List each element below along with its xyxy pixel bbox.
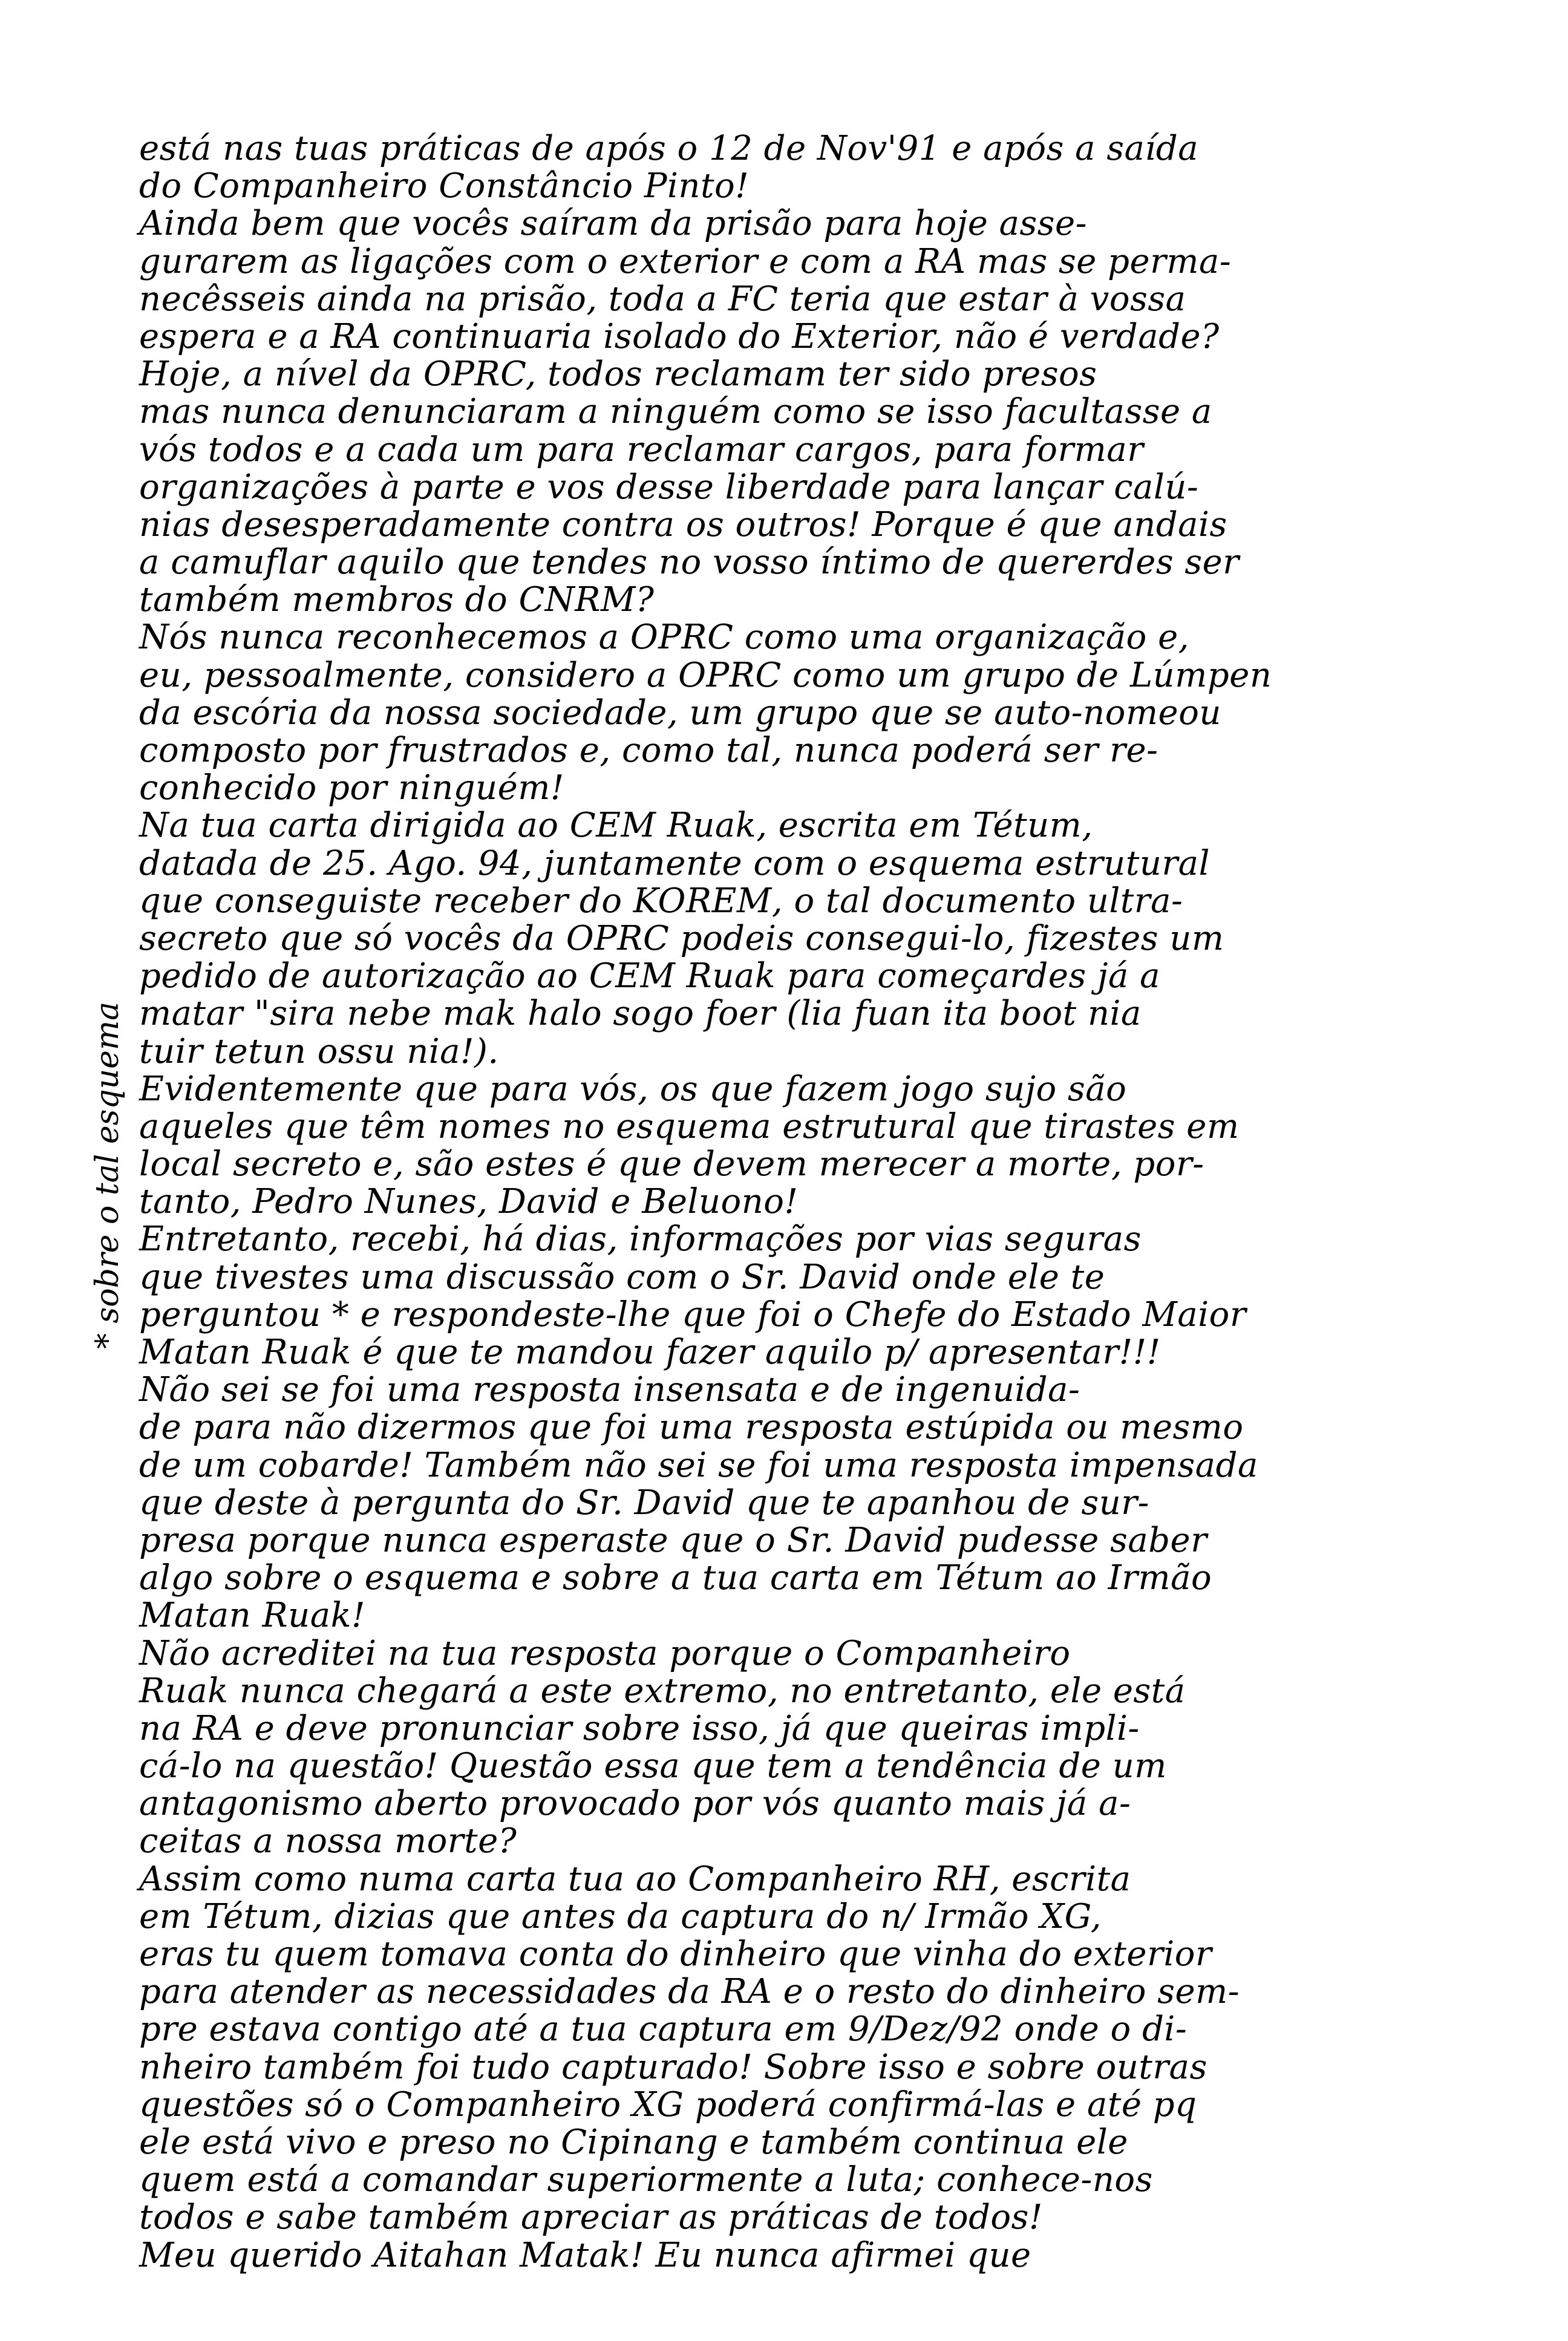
handwritten-line: pre estava contigo até a tua captura em 9/Dez/92 onde o di- xyxy=(139,2010,1187,2049)
handwritten-line: quem está a comandar superiormente a luta; conhece-nos xyxy=(139,2160,1153,2200)
handwritten-line: que conseguiste receber do KOREM, o tal documento ultra- xyxy=(139,881,1183,921)
handwritten-line: que tivestes uma discussão com o Sr. David onde ele te xyxy=(139,1257,1105,1297)
handwritten-line: antagonismo aberto provocado por vós quanto mais já a- xyxy=(139,1784,1131,1824)
handwritten-line: espera e a RA continuaria isolado do Exterior, não é verdade? xyxy=(139,316,1220,356)
handwritten-line: Ruak nunca chegará a este extremo, no entretanto, ele está xyxy=(139,1671,1186,1711)
handwritten-line: ceitas a nossa morte? xyxy=(139,1821,517,1861)
handwritten-line: a camuflar aquilo que tendes no vosso íntimo de quererdes ser xyxy=(139,543,1240,583)
handwritten-line: da escória da nossa sociedade, um grupo que se auto-nomeou xyxy=(139,693,1221,733)
letter-body xyxy=(139,130,1446,2274)
handwritten-line: questões só o Companheiro XG poderá confirmá-las e até pq xyxy=(139,2085,1197,2124)
handwritten-line: nheiro também foi tudo capturado! Sobre isso e sobre outras xyxy=(139,2047,1207,2087)
handwritten-line: para atender as necessidades da RA e o resto do dinheiro sem- xyxy=(139,1972,1240,2012)
handwritten-line: vós todos e a cada um para reclamar cargos, para formar xyxy=(139,429,1144,469)
handwritten-line: Meu querido Aitahan Matak! Eu nunca afirmei que xyxy=(139,2235,1031,2275)
handwritten-line: Ainda bem que vocês saíram da prisão para hoje asse- xyxy=(139,204,1088,244)
handwritten-line: que deste à pergunta do Sr. David que te apanhou de sur- xyxy=(139,1483,1149,1523)
handwritten-line: datada de 25. Ago. 94, juntamente com o esquema estrutural xyxy=(139,843,1210,883)
handwritten-line: pedido de autorização ao CEM Ruak para começardes já a xyxy=(139,956,1161,996)
handwritten-line: Não acreditei na tua resposta porque o Companheiro xyxy=(139,1633,1071,1673)
handwritten-line: de para não dizermos que foi uma resposta estúpida ou mesmo xyxy=(139,1408,1244,1448)
handwritten-line: matar "sira nebe mak halo sogo foer (lia fuan ita boot nia xyxy=(139,994,1142,1034)
handwritten-line: de um cobarde! Também não sei se foi uma resposta impensada xyxy=(139,1445,1258,1485)
handwritten-line: perguntou * e respondeste-lhe que foi o Chefe do Estado Maior xyxy=(139,1295,1247,1334)
handwritten-line: Matan Ruak! xyxy=(139,1596,366,1636)
handwritten-line: também membros do CNRM? xyxy=(139,580,655,620)
handwritten-line: eras tu quem tomava conta do dinheiro que vinha do exterior xyxy=(139,1935,1212,1974)
handwritten-line: composto por frustrados e, como tal, nunca poderá ser re- xyxy=(139,731,1158,770)
handwritten-line: Hoje, a nível da OPRC, todos reclamam ter sido presos xyxy=(139,354,1097,394)
handwritten-line: local secreto e, são estes é que devem merecer a morte, por- xyxy=(139,1144,1204,1184)
handwritten-line: Assim como numa carta tua ao Companheiro RH, escrita xyxy=(139,1859,1131,1899)
handwritten-line: tuir tetun ossu nia!). xyxy=(139,1031,499,1071)
handwritten-line: Nós nunca reconhecemos a OPRC como uma organização e, xyxy=(139,618,1190,658)
handwritten-line: organizações à parte e vos desse liberdade para lançar calú- xyxy=(139,467,1199,507)
handwritten-line: na RA e deve pronunciar sobre isso, já que queiras impli- xyxy=(139,1708,1140,1748)
margin-note: * sobre o tal esquema xyxy=(90,1001,126,1349)
handwritten-line: aqueles que têm nomes no esquema estrutural que tirastes em xyxy=(139,1106,1240,1146)
handwritten-line: Entretanto, recebi, há dias, informações por vias seguras xyxy=(139,1219,1142,1259)
handwritten-line: cá-lo na questão! Questão essa que tem a tendência de um xyxy=(139,1746,1167,1786)
handwritten-line: conhecido por ninguém! xyxy=(139,768,564,808)
handwritten-line: Matan Ruak é que te mandou fazer aquilo p/ apresentar!!! xyxy=(139,1333,1161,1372)
handwritten-line: tanto, Pedro Nunes, David e Beluono! xyxy=(139,1182,799,1222)
handwritten-line: necêsseis ainda na prisão, toda a FC teria que estar à vossa xyxy=(139,279,1186,319)
handwritten-line: secreto que só vocês da OPRC podeis consegui-lo, fizestes um xyxy=(139,918,1224,958)
handwritten-line: presa porque nunca esperaste que o Sr. David pudesse saber xyxy=(139,1520,1207,1560)
handwritten-line: Evidentemente que para vós, os que fazem jogo sujo são xyxy=(139,1069,1127,1109)
handwritten-line: Na tua carta dirigida ao CEM Ruak, escrita em Tétum, xyxy=(139,806,1093,846)
handwritten-line: está nas tuas práticas de após o 12 de Nov'91 e após a saída xyxy=(139,129,1199,168)
handwritten-line: do Companheiro Constâncio Pinto! xyxy=(139,166,750,206)
handwritten-line: eu, pessoalmente, considero a OPRC como um grupo de Lúmpen xyxy=(139,655,1272,695)
handwritten-line: algo sobre o esquema e sobre a tua carta em Tétum ao Irmão xyxy=(139,1558,1212,1598)
handwritten-line: todos e sabe também apreciar as práticas de todos! xyxy=(139,2198,1043,2238)
handwritten-line: gurarem as ligações com o exterior e com a RA mas se perma- xyxy=(139,241,1232,281)
handwritten-line: nias desesperadamente contra os outros! Porque é que andais xyxy=(139,504,1227,544)
handwritten-line: em Tétum, dizias que antes da captura do n/ Irmão XG, xyxy=(139,1896,1102,1936)
handwritten-line: mas nunca denunciaram a ninguém como se isso facultasse a xyxy=(139,392,1212,432)
handwritten-line: Não sei se foi uma resposta insensata e de ingenuida- xyxy=(139,1370,1080,1410)
handwritten-line: ele está vivo e preso no Cipinang e também continua ele xyxy=(139,2122,1128,2162)
